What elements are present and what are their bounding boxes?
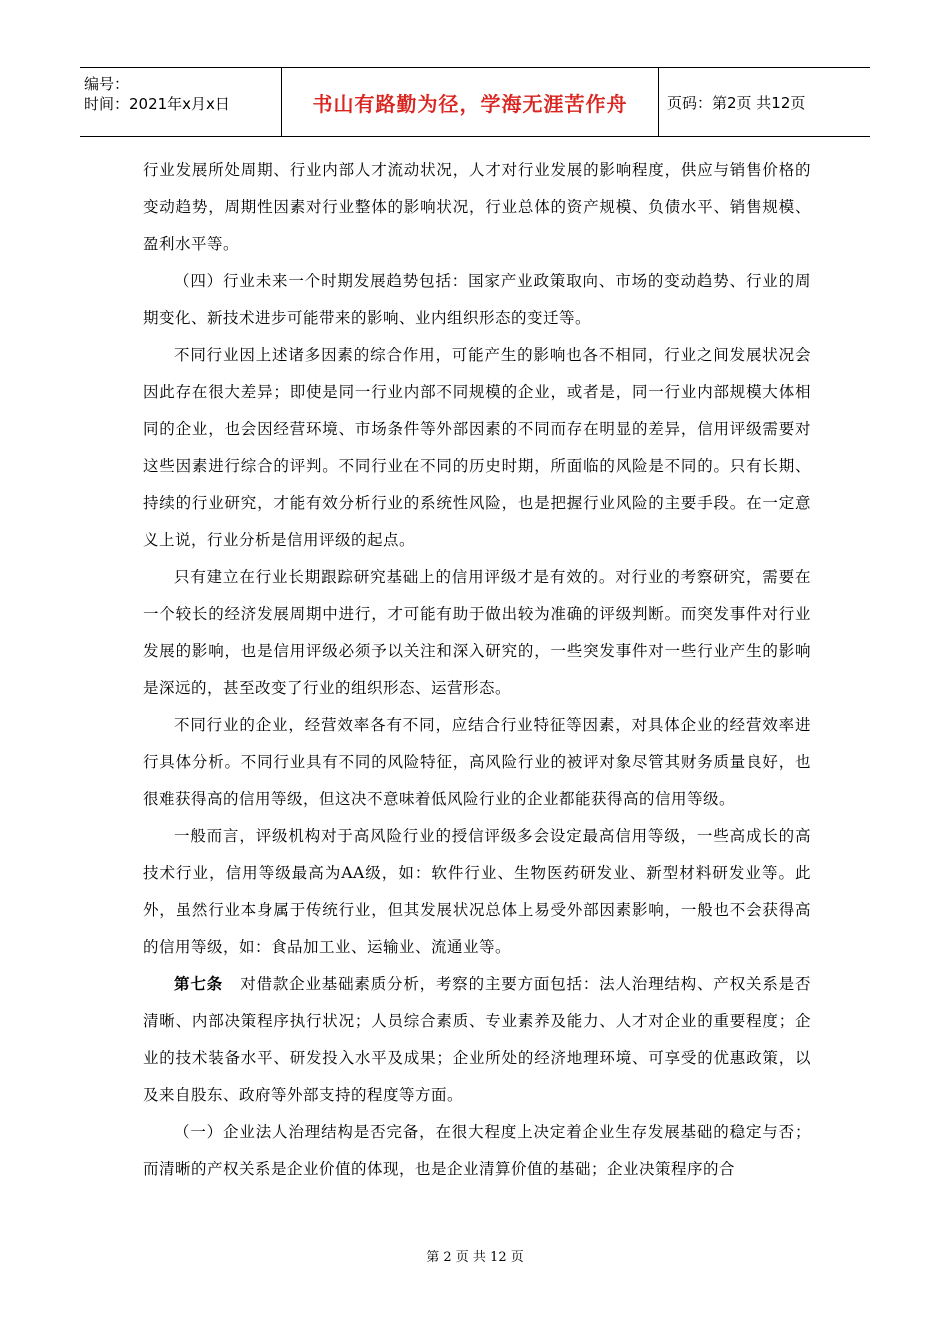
header-page-number: 页码：第2页 共12页 bbox=[667, 93, 806, 112]
paragraph: （四）行业未来一个时期发展趋势包括：国家产业政策取向、市场的变动趋势、行业的周期变化、新技术进步可能带来的影响、业内组织形态的变迁等。 bbox=[143, 272, 811, 327]
paragraph: 一般而言，评级机构对于高风险行业的授信评级多会设定最高信用等级，一些高成长的高技术行业，信用等级最高为AA级，如：软件行业、生物医药研发业、新型材料研发业等。此外，虽然行业本身属于传统行业，但其发展状况总体上易受外部因素影响，一般也不会获得高的信用等级，如：食品加工业、运输业、流通业等。 bbox=[143, 827, 811, 956]
article-seven-paragraph bbox=[143, 966, 811, 1114]
page-header bbox=[80, 67, 870, 137]
paragraph: 只有建立在行业长期跟踪研究基础上的信用评级才是有效的。对行业的考察研究，需要在一个较长的经济发展周期中进行，才可能有助于做出较为准确的评级判断。而突发事件对行业发展的影响，也是信用评级必须予以关注和深入研究的，一些突发事件对一些行业产生的影响是深远的，甚至改变了行业的组织形态、运营形态。 bbox=[143, 568, 811, 697]
header-motto: 书山有路勤为径，学海无涯苦作舟 bbox=[282, 68, 659, 136]
document-number-label: 编号： bbox=[84, 75, 130, 93]
document-body bbox=[143, 152, 811, 1188]
paragraph: 不同行业的企业，经营效率各有不同，应结合行业特征等因素，对具体企业的经营效率进行具体分析。不同行业具有不同的风险特征，高风险行业的被评对象尽管其财务质量良好，也很难获得高的信用等级，但这决不意味着低风险行业的企业都能获得高的信用等级。 bbox=[143, 716, 811, 808]
article-seven-text: 对借款企业基础素质分析，考察的主要方面包括：法人治理结构、产权关系是否清晰、内部决策程序执行状况；人员综合素质、专业素养及能力、人才对企业的重要程度；企业的技术装备水平、研发投入水平及成果；企业所处的经济地理环境、可享受的优惠政策，以及来自股东、政府等外部支持的程度等方面。 bbox=[143, 975, 811, 1104]
paragraph: （一）企业法人治理结构是否完备，在很大程度上决定着企业生存发展基础的稳定与否；而清晰的产权关系是企业价值的体现，也是企业清算价值的基础；企业决策程序的合 bbox=[143, 1123, 811, 1178]
article-seven-label: 第七条 bbox=[174, 975, 223, 993]
header-left-cell bbox=[80, 68, 282, 136]
document-date-label: 时间：2021年x月x日 bbox=[84, 95, 230, 113]
paragraph: 行业发展所处周期、行业内部人才流动状况，人才对行业发展的影响程度，供应与销售价格的变动趋势，周期性因素对行业整体的影响状况，行业总体的资产规模、负债水平、销售规模、盈利水平等。 bbox=[143, 161, 811, 253]
page-footer: 第 2 页 共 12 页 bbox=[426, 1250, 524, 1265]
paragraph: 不同行业因上述诸多因素的综合作用，可能产生的影响也各不相同，行业之间发展状况会因此存在很大差异；即使是同一行业内部不同规模的企业，或者是，同一行业内部规模大体相同的企业，也会因经营环境、市场条件等外部因素的不同而存在明显的差异，信用评级需要对这些因素进行综合的评判。不同行业在不同的历史时期，所面临的风险是不同的。只有长期、持续的行业研究，才能有效分析行业的系统性风险，也是把握行业风险的主要手段。在一定意义上说，行业分析是信用评级的起点。 bbox=[143, 346, 811, 549]
